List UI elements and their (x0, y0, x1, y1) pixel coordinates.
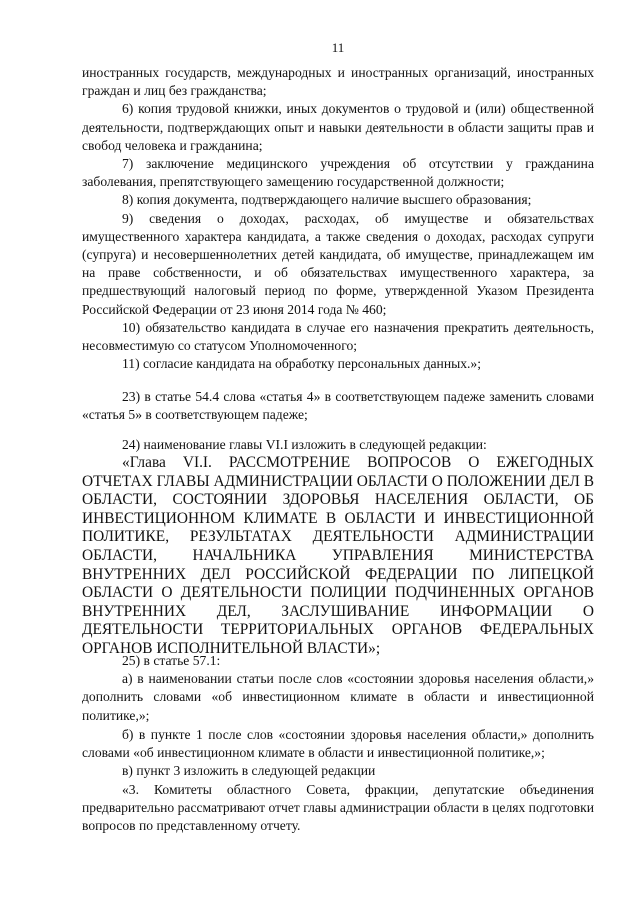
paragraph-item-23: 23) в статье 54.4 слова «статья 4» в соответствующем падеже заменить словами «статья 5» в соответствующем падеже; (82, 389, 594, 423)
paragraph-item-25a: а) в наименовании статьи после слов «состоянии здоровья населения области,» дополнить словами «об инвестиционном климате в области и инвестиционной политике,»; (82, 671, 594, 723)
paragraph-item-10: 10) обязательство кандидата в случае его назначения прекратить деятельность, несовместимую со статусом Уполномоченного; (82, 319, 594, 354)
paragraph-foreign-states: иностранных государств, международных и иностранных организаций, иностранных граждан и лиц без гражданства; (82, 65, 594, 99)
amendment-23 (82, 388, 594, 424)
paragraph-item-25b: б) в пункте 1 после слов «состоянии здоровья населения области,» дополнить словами «об инвестиционном климате в области и инвестиционной политике,»; (82, 727, 594, 761)
paragraph-item-24: 24) наименование главы VI.I изложить в следующей редакции: (122, 437, 487, 452)
paragraph-item-7: 7) заключение медицинского учреждения об отсутствии у гражданина заболевания, препятствующего замещению государственной должности; (82, 156, 594, 190)
paragraph-item-25: 25) в статье 57.1: (122, 653, 221, 668)
paragraph-item-8: 8) копия документа, подтверждающего наличие высшего образования; (122, 192, 532, 208)
chapter-title-block (82, 454, 594, 659)
document-list-continuation (82, 64, 594, 373)
paragraph-item-9: 9) сведения о доходах, расходах, об имуществе и обязательствах имущественного характера кандидата, а также сведения о доходах, расходах супруги (супруга) и несовершеннолетних детей кандидата, об имуществе, принадлежащем им на праве собственности, и об обязательствах имущественного характера, за предшествующий налоговый период по форме, утвержденной Указом Президента Российской Федерации от 23 июня 2014 года № 460; (82, 210, 594, 317)
amendment-25b (82, 726, 594, 835)
amendment-25 (82, 652, 594, 725)
paragraph-item-25v: в) пункт 3 изложить в следующей редакции (122, 763, 376, 779)
paragraph-item-6: 6) копия трудовой книжки, иных документов о трудовой и (или) общественной деятельности, подтверждающих опыт и навыки деятельности в области защиты прав и свобод человека и гражданина; (82, 101, 594, 153)
chapter-title: «Глава VI.I. РАССМОТРЕНИЕ ВОПРОСОВ О ЕЖЕГОДНЫХ ОТЧЕТАХ ГЛАВЫ АДМИНИСТРАЦИИ ОБЛАСТИ О ПОЛОЖЕНИИ ДЕЛ В ОБЛАСТИ, СОСТОЯНИИ ЗДОРОВЬЯ НАСЕЛЕНИЯ ОБЛАСТИ, ОБ ИНВЕСТИЦИОННОМ КЛИМАТЕ В ОБЛАСТИ И ИНВЕСТИЦИОННОЙ ПОЛИТИКЕ, РЕЗУЛЬТАТАХ ДЕЯТЕЛЬНОСТИ АДМИНИСТРАЦИИ ОБЛАСТИ, НАЧАЛЬНИКА УПРАВЛЕНИЯ МИНИСТЕРСТВА ВНУТРЕННИХ ДЕЛ РОССИЙСКОЙ ФЕДЕРАЦИИ ПО ЛИПЕЦКОЙ ОБЛАСТИ О ДЕЯТЕЛЬНОСТИ ПОЛИЦИИ ПОДЧИНЕННЫХ ОРГАНОВ ВНУТРЕННИХ ДЕЛ, ЗАСЛУШИВАНИЕ ИНФОРМАЦИИ О ДЕЯТЕЛЬНОСТИ ТЕРРИТОРИАЛЬНЫХ ОРГАНОВ ФЕДЕРАЛЬНЫХ ОРГАНОВ ИСПОЛНИТЕЛЬНОЙ ВЛАСТИ»; (82, 454, 594, 657)
paragraph-item-11: 11) согласие кандидата на обработку персональных данных.»; (122, 356, 482, 372)
page-number: 11 (331, 40, 345, 55)
amendment-24 (82, 436, 594, 454)
paragraph-item-25v-text: «3. Комитеты областного Совета, фракции, депутатские объединения предварительно рассматривают отчет главы администрации области в целях подготовки вопросов по представленному отчету. (82, 781, 594, 834)
